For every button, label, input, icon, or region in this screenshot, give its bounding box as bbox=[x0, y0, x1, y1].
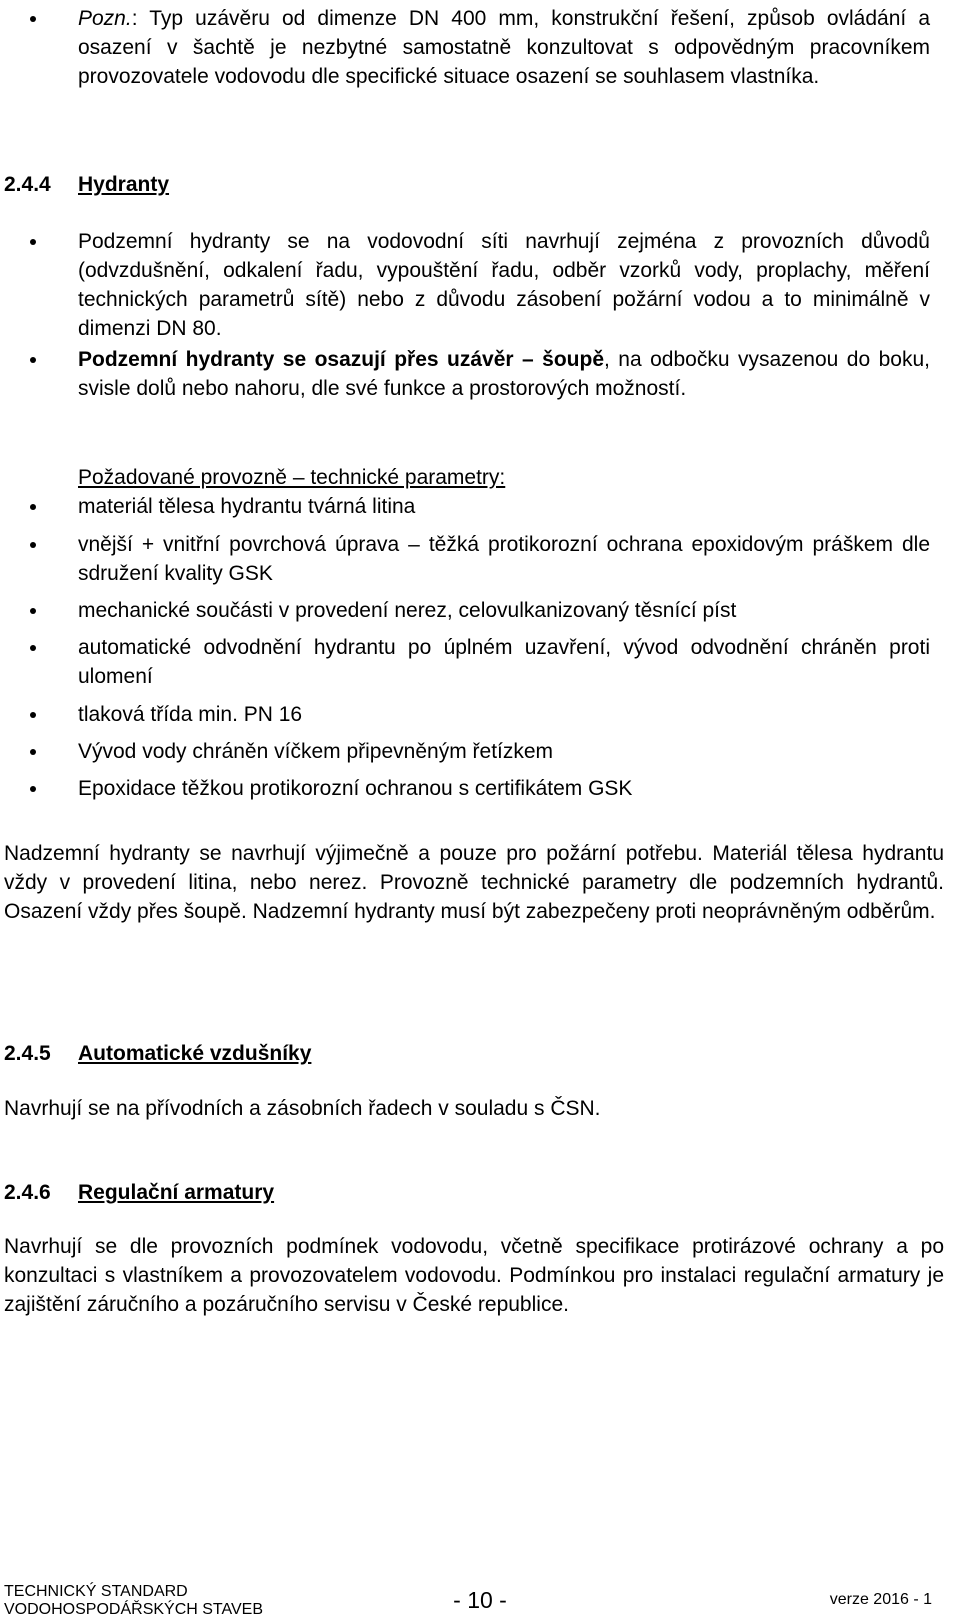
bullet-icon bbox=[30, 16, 36, 22]
paragraph-regulacni: Navrhují se dle provozních podmínek vodovodu, včetně specifikace protirázové ochrany a po konzultaci s vlastníkem a provozovatelem vodovodu. Podmínkou pro instalaci regulační armatury je zajištění záručního a pozáručního servisu v České republice. bbox=[4, 1235, 944, 1316]
paragraph-nadzemni: Nadzemní hydranty se navrhují výjimečně a pouze pro požární potřebu. Materiál tělesa hydrantu vždy v provedení litina, nebo nerez. Provozně technické parametry dle podzemních hydrantů. Osazení vždy přes šoupě. Nadzemní hydranty musí být zabezpečeny proti neoprávněným odběrům. bbox=[4, 842, 944, 923]
params-heading: Požadované provozně – technické parametry: bbox=[78, 466, 506, 489]
note-label: Pozn. bbox=[78, 7, 132, 30]
page-number: - 10 - bbox=[453, 1587, 507, 1613]
param-text: materiál tělesa hydrantu tvárná litina bbox=[78, 495, 416, 518]
section-heading-hydranty bbox=[4, 170, 169, 199]
bullet-icon bbox=[30, 645, 36, 651]
paragraph-vzdusniky: Navrhují se na přívodních a zásobních řadech v souladu s ČSN. bbox=[4, 1097, 601, 1120]
section-title: Hydranty bbox=[78, 173, 170, 196]
bullet-icon bbox=[30, 608, 36, 614]
param-text: mechanické součásti v provedení nerez, celovulkanizovaný těsnící píst bbox=[78, 599, 737, 622]
section-heading-vzdusniky bbox=[4, 1039, 311, 1068]
section-number: 2.4.4 bbox=[4, 173, 51, 196]
list-item-text: Podzemní hydranty se na vodovodní síti navrhují zejména z provozních důvodů (odvzdušnění, odkalení řadu, vypouštění řadu, odběr vzorků vody, proplachy, měření technických parametrů sítě) nebo z důvodu zásobení požární vodou a to minimálně v dimenzi DN 80. bbox=[78, 230, 930, 340]
section-title: Automatické vzdušníky bbox=[78, 1042, 312, 1065]
section-title: Regulační armatury bbox=[78, 1181, 275, 1204]
param-text: automatické odvodnění hydrantu po úplném uzavření, vývod odvodnění chráněn proti ulomení bbox=[78, 636, 930, 688]
bullet-icon bbox=[30, 542, 36, 548]
section-number: 2.4.6 bbox=[4, 1181, 51, 1204]
section-number: 2.4.5 bbox=[4, 1042, 51, 1065]
section-heading-regulacni bbox=[4, 1178, 274, 1207]
param-text: Vývod vody chráněn víčkem připevněným řetízkem bbox=[78, 740, 554, 763]
param-text: vnější + vnitřní povrchová úprava – těžká protikorozní ochrana epoxidovým práškem dle sdružení kvality GSK bbox=[78, 533, 930, 585]
footer-version: verze 2016 - 1 bbox=[829, 1591, 932, 1608]
param-text: Epoxidace těžkou protikorozní ochranou s certifikátem GSK bbox=[78, 777, 633, 800]
list-item-text bbox=[78, 345, 930, 403]
intro-note-text bbox=[78, 4, 930, 91]
footer-line: TECHNICKÝ STANDARD bbox=[4, 1583, 188, 1600]
bold-phrase: Podzemní hydranty se osazují přes uzávěr – šoupě bbox=[78, 348, 604, 371]
bullet-icon bbox=[30, 712, 36, 718]
bullet-icon bbox=[30, 786, 36, 792]
bullet-icon bbox=[30, 749, 36, 755]
bullet-icon bbox=[30, 504, 36, 510]
footer-line: VODOHOSPODÁŘSKÝCH STAVEB bbox=[4, 1601, 264, 1618]
param-text: tlaková třída min. PN 16 bbox=[78, 703, 303, 726]
bullet-icon bbox=[30, 239, 36, 245]
list-item-rest: , na odbočku vysazenou do boku, svisle dolů nebo nahoru, dle své funkce a prostorových možností. bbox=[78, 348, 930, 400]
bullet-icon bbox=[30, 357, 36, 363]
note-body: : Typ uzávěru od dimenze DN 400 mm, konstrukční řešení, způsob ovládání a osazení v šachtě je nezbytné samostatně konzultovat s odpovědným pracovníkem provozovatele vodovodu dle specifické situace osazení se souhlasem vlastníka. bbox=[78, 7, 930, 88]
